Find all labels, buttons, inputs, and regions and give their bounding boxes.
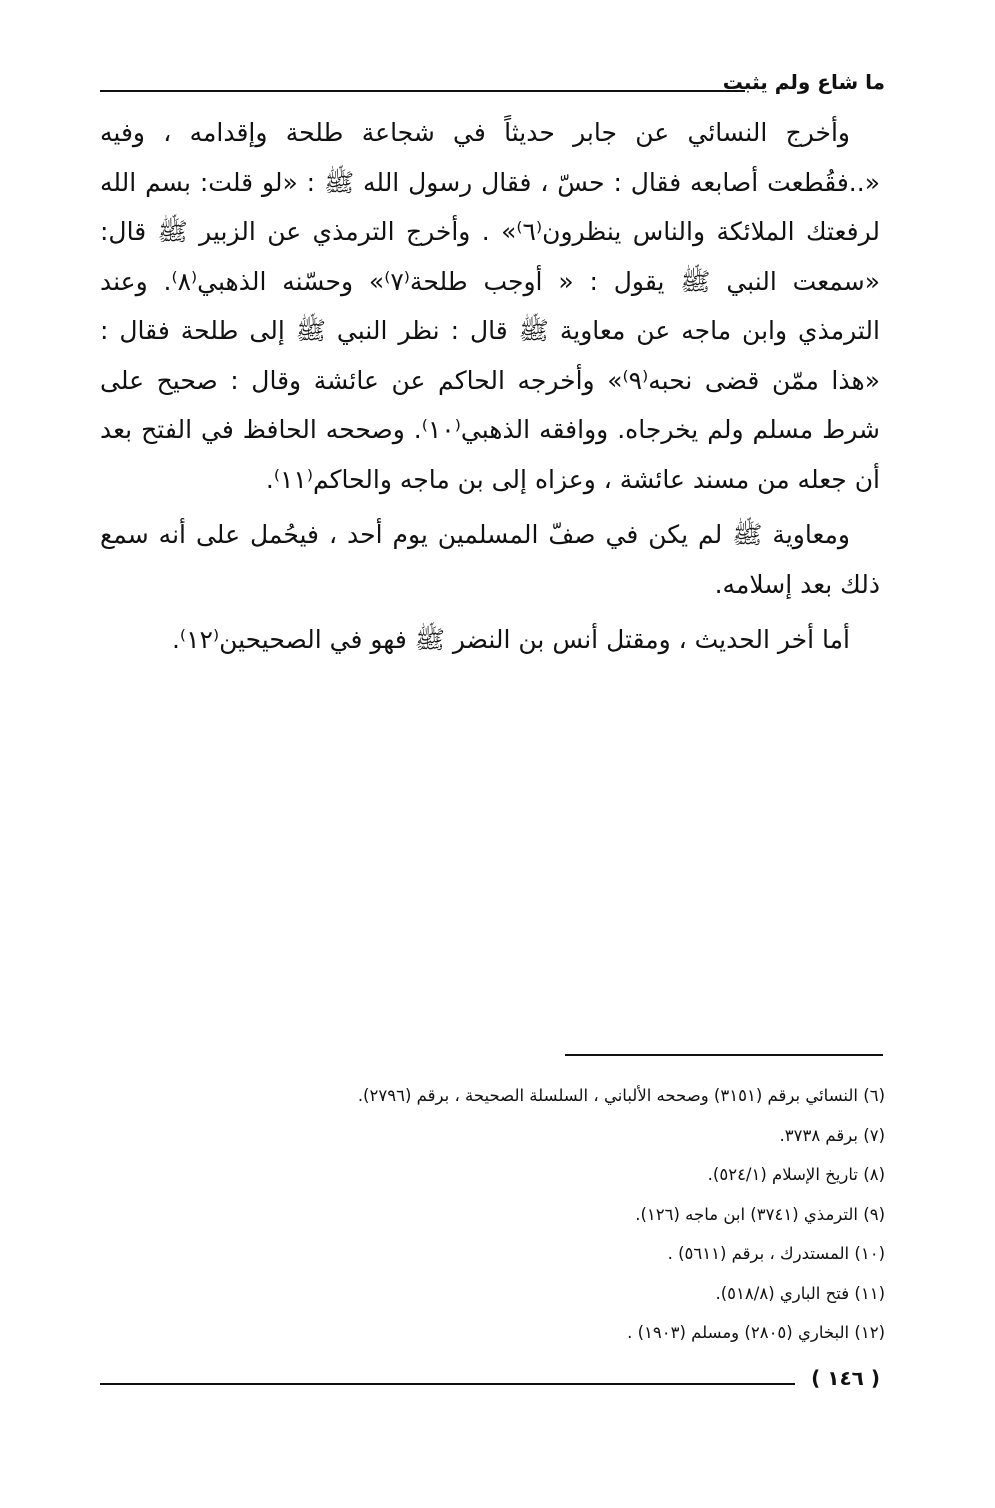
running-header: ما شاع ولم يثبت xyxy=(722,70,885,94)
footnote: (١٠) المستدرك ، برقم (٥٦١١) . xyxy=(667,1244,885,1263)
footer-rule xyxy=(100,1383,795,1385)
footnote: (٦) النسائي برقم (٣١٥١) وصححه الألباني ، السلسلة الصحيحة ، برقم (٢٧٩٦). xyxy=(357,1086,885,1105)
footnote: (٩) الترمذي (٣٧٤١) ابن ماجه (١٢٦). xyxy=(635,1204,885,1224)
page-number: ( ١٤٦ ) xyxy=(811,1366,880,1390)
footnote: (٧) برقم ٣٧٣٨. xyxy=(779,1125,885,1145)
footnote: (٨) تاريخ الإسلام (٥٢٤/١). xyxy=(707,1165,885,1184)
footnotes xyxy=(100,1076,885,1353)
footnote: (١٢) البخاري (٢٨٠٥) ومسلم (١٩٠٣) . xyxy=(627,1323,885,1342)
paragraph: وأخرج النسائي عن جابر حديثاً في شجاعة طلحة وإقدامه ، وفيه «..فقُطعت أصابعه فقال : حسّ ، فقال رسول الله ﷺ : «لو قلت: بسم الله لرفعتك الملائكة والناس ينظرون⁽٦⁾» . وأخرج الترمذي عن الزبير ﷺ قال: «سمعت النبي ﷺ يقول : « أوجب طلحة⁽٧⁾» وحسّنه الذهبي⁽٨⁾. وعند الترمذي وابن ماجه عن معاوية ﷺ قال : نظر النبي ﷺ إلى طلحة فقال : «هذا ممّن قضى نحبه⁽٩⁾» وأخرجه الحاكم عن عائشة وقال : صحيح على شرط مسلم ولم يخرجاه. ووافقه الذهبي⁽١٠⁾. وصححه الحافظ في الفتح بعد أن جعله من مسند عائشة ، وعزاه إلى بن ماجه والحاكم⁽١١⁾. xyxy=(100,118,880,494)
paragraph: أما أخر الحديث ، ومقتل أنس بن النضر ﷺ فهو في الصحيحين⁽١٢⁾. xyxy=(171,625,850,654)
main-text xyxy=(100,108,880,671)
footnote: (١١) فتح الباري (٥١٨/٨). xyxy=(715,1283,885,1303)
header-rule xyxy=(100,90,745,92)
paragraph: ومعاوية ﷺ لم يكن في صفّ المسلمين يوم أحد ، فيحُمل على أنه سمع ذلك بعد إسلامه. xyxy=(100,520,880,599)
footnote-rule xyxy=(565,1054,883,1056)
